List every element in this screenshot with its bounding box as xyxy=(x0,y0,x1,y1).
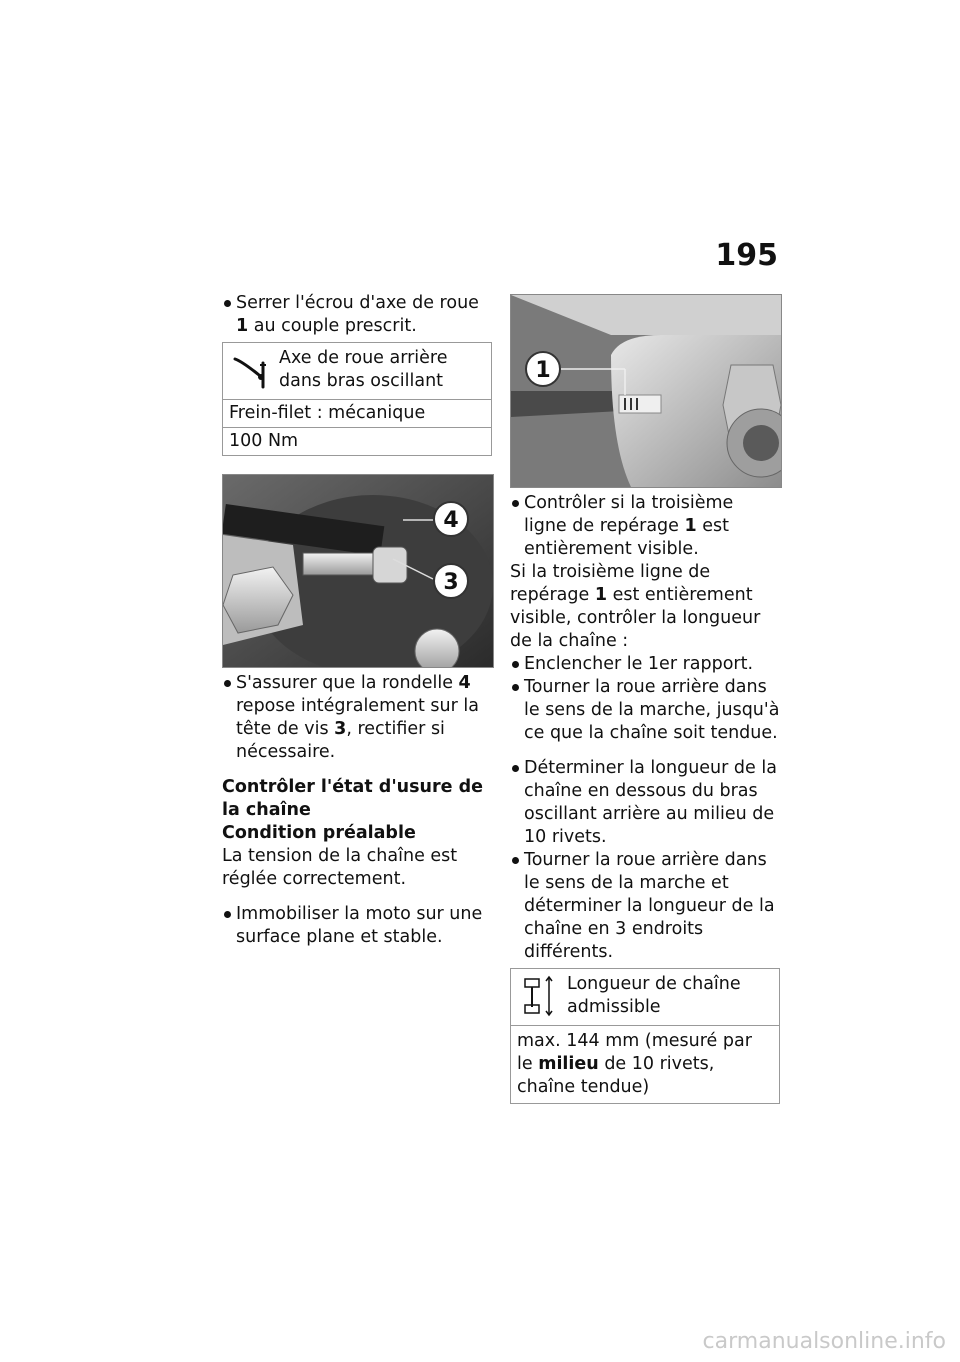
spec-row: 100 Nm xyxy=(229,431,299,451)
figure-label-3: 3 xyxy=(443,570,459,595)
list-item: Contrôler si la troisième ligne de repérage 1 est entièrement visible. xyxy=(510,492,780,561)
list-item: Enclencher le 1er rapport. xyxy=(510,653,780,676)
spec-title: Axe de roue arrière dans bras oscillant xyxy=(279,348,448,391)
list-item: Déterminer la longueur de la chaîne en dessous du bras oscillant arrière au milieu de 10 rivets. xyxy=(510,757,780,849)
list-item: Tourner la roue arrière dans le sens de la marche, jusqu'à ce que la chaîne soit tendue. xyxy=(510,676,780,745)
list-item: Immobiliser la moto sur une surface plane et stable. xyxy=(222,903,492,949)
paragraph: La tension de la chaîne est réglée correctement. xyxy=(222,846,458,889)
spec-row: Frein-filet : mécanique xyxy=(223,400,491,428)
section-heading: Contrôler l'état d'usure de la chaîne xyxy=(222,777,483,820)
paragraph: Si la troisième ligne de repérage 1 est entièrement visible, contrôler la longueur de la chaîne : xyxy=(510,562,761,651)
left-column xyxy=(222,292,492,949)
figure-label-4: 4 xyxy=(443,508,459,533)
watermark: carmanualsonline.info xyxy=(702,1329,946,1354)
figure-chain-marks xyxy=(510,294,782,488)
spec-box-torque xyxy=(222,342,492,456)
list-item: Tourner la roue arrière dans le sens de la marche et déterminer la longueur de la chaîne en 3 endroits différents. xyxy=(510,849,780,964)
spec-box-chain-length xyxy=(510,968,780,1104)
figure-wheel-axle xyxy=(222,474,494,668)
right-column xyxy=(510,292,780,1112)
subheading: Condition préalable xyxy=(222,823,416,843)
torque-wrench-icon xyxy=(229,347,273,391)
chain-measure-icon xyxy=(517,973,561,1017)
spec-title: Longueur de chaîne admissible xyxy=(567,974,741,1017)
spec-row: max. 144 mm (mesuré par le milieu de 10 rivets, chaîne tendue) xyxy=(517,1031,752,1097)
page-number: 195 xyxy=(715,238,778,273)
list-item: S'assurer que la rondelle 4 repose intégralement sur la tête de vis 3, rectifier si nécessaire. xyxy=(222,672,492,764)
figure-label-1: 1 xyxy=(535,358,551,383)
list-item: Serrer l'écrou d'axe de roue 1 au couple prescrit. xyxy=(222,292,492,338)
